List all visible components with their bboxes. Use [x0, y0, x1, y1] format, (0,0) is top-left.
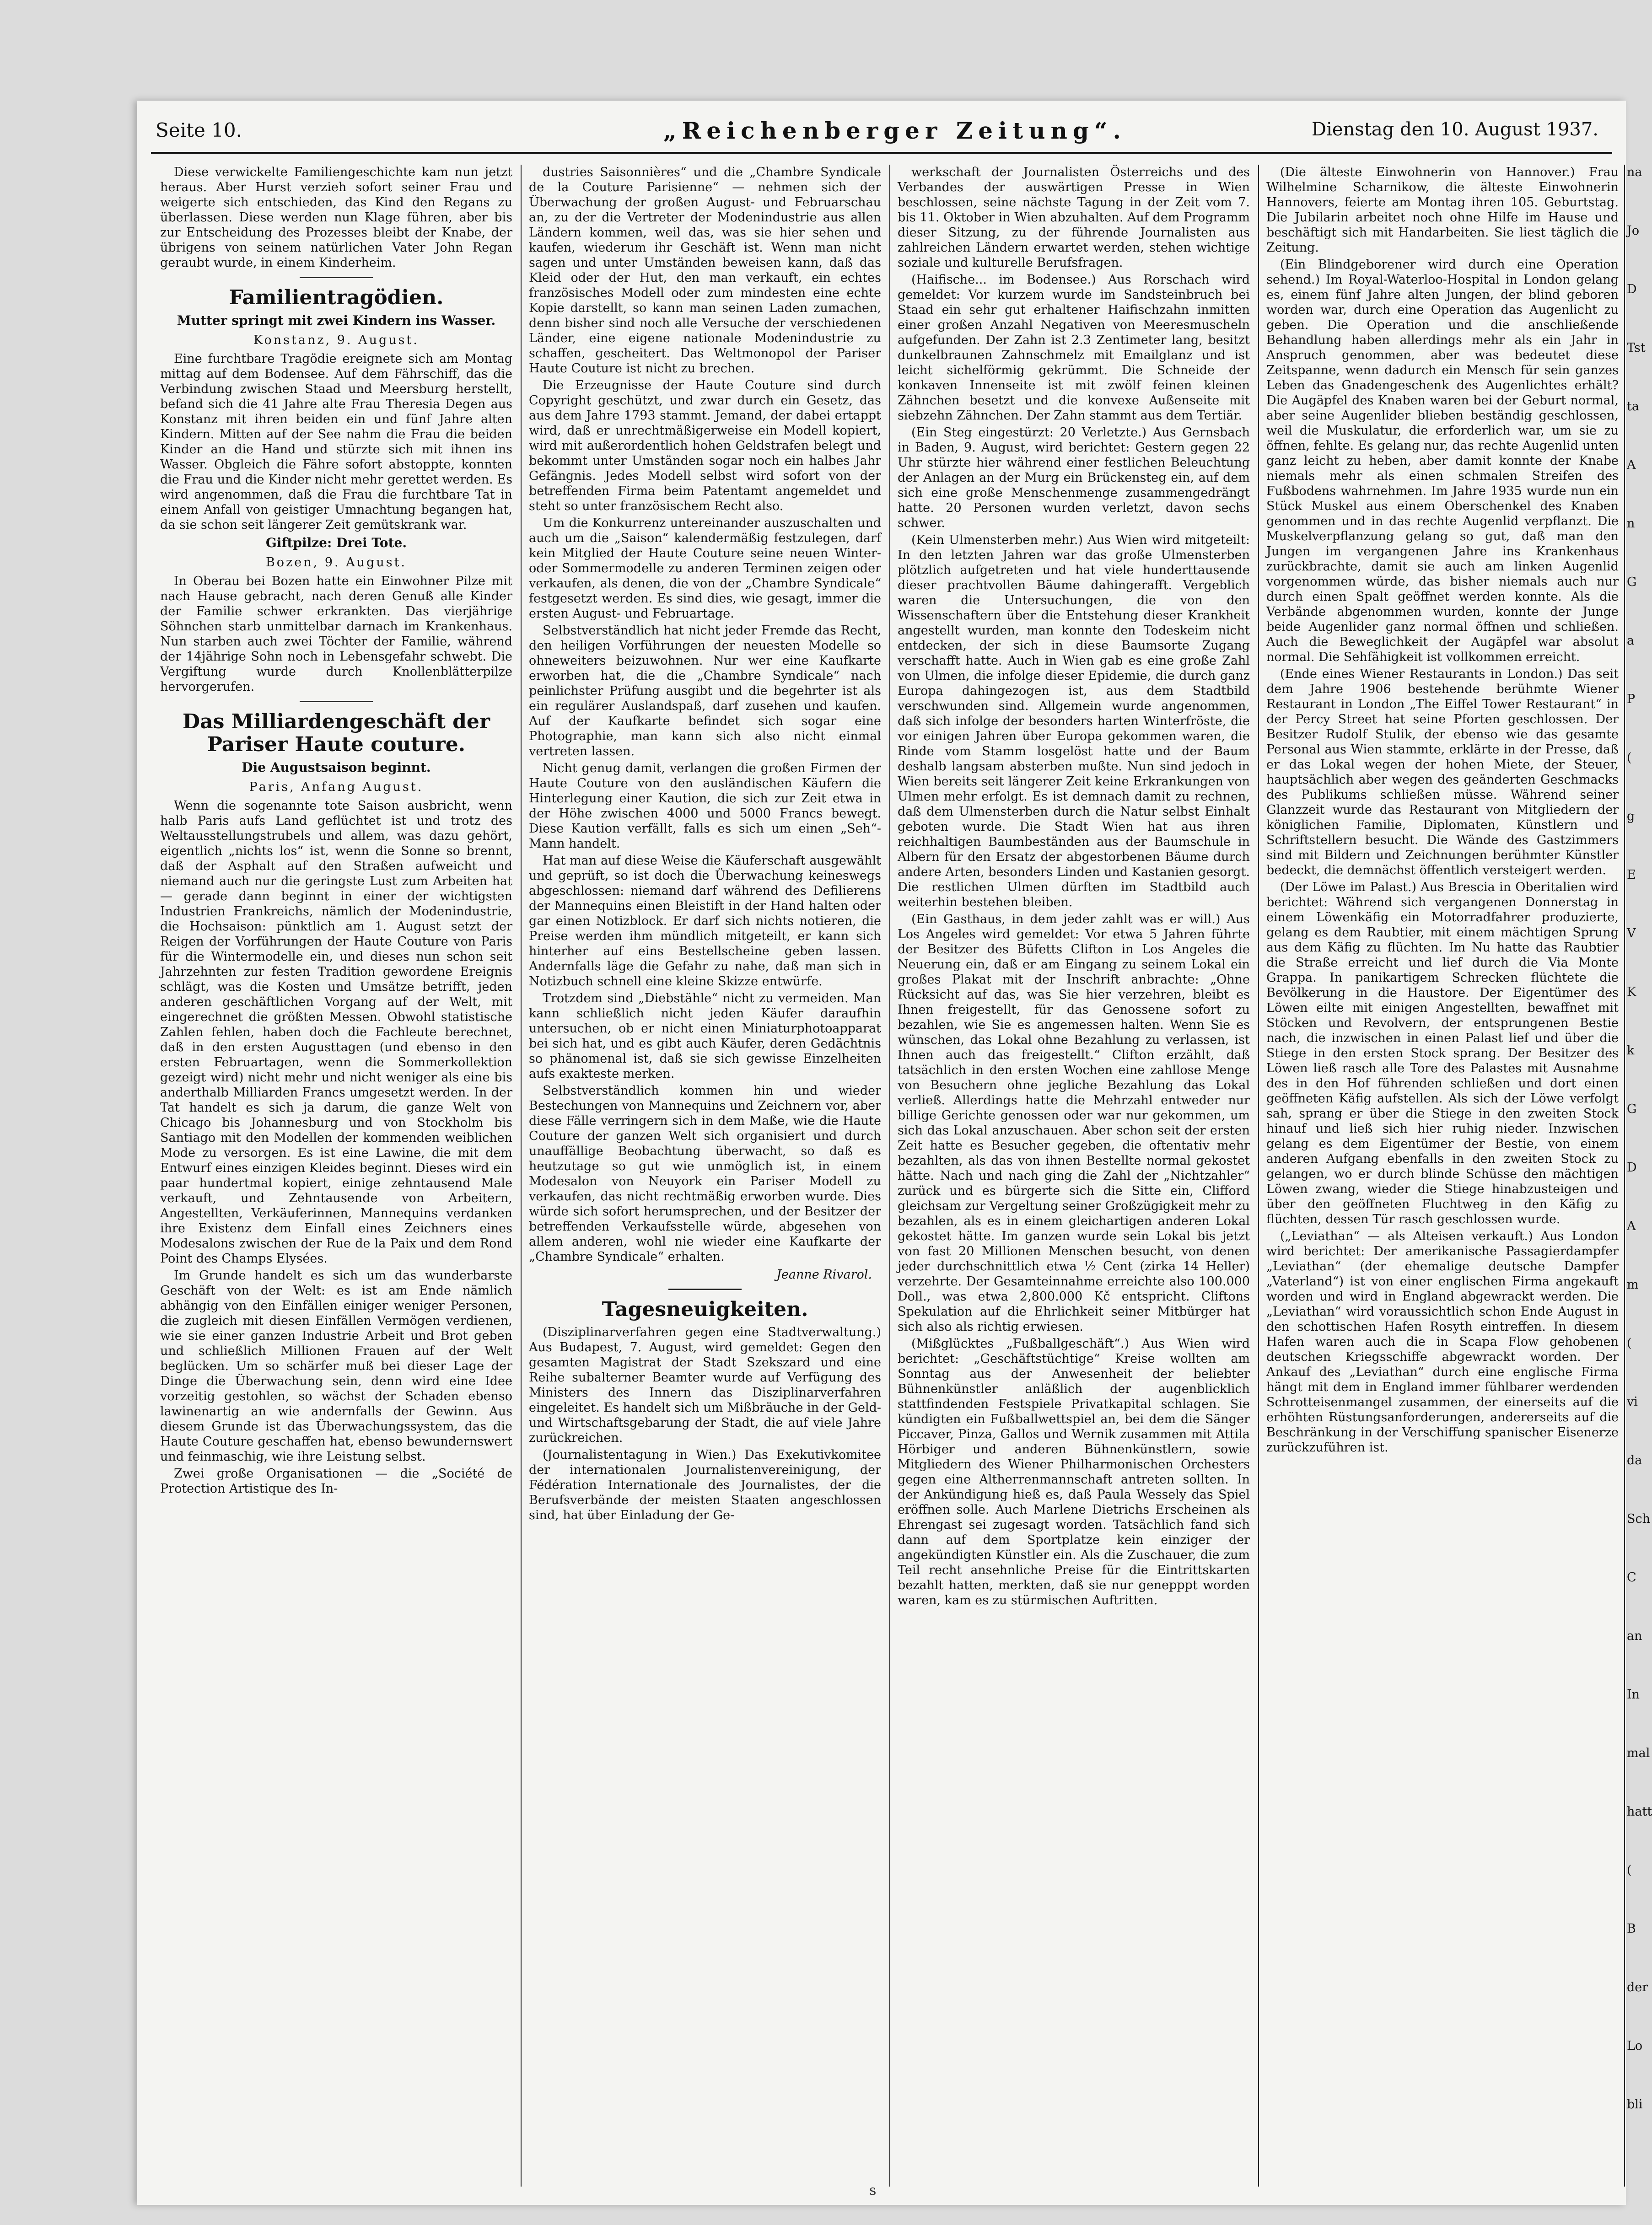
edge-fragment: ta — [1627, 399, 1639, 414]
article-paragraph: Zwei große Organisationen — die „Société de Protection Artistique des In- — [160, 1467, 512, 1496]
news-item: (Der Löwe im Palast.) Aus Brescia in Oberitalien wird berichtet: Während sich vergangenen Donnerstag in einem Löwenkäfig ein Motorradfahrer produzierte, gelang es dem Raubtier, mit einem mächtigen Sprung aus dem Käfig zu flüchten. Im Nu hatte das Raubtier die Straße erreicht und lief durch die Via Monte Grappa. In panikartigem Schrecken flüchtete die Bevölkerung in die Haustore. Der Eigentümer des Löwen eilte mit einigen Angestellten, bewaffnet mit Stöcken und Revolvern, der entsprungenen Bestie nach, die inzwischen in einen Palast lief und über die Stiege in den ersten Stock sprang. Der Besitzer des Löwen ließ rasch alle Tore des Palastes mit Ausnahme des in den Hof führenden schließen und dort einen geöffneten Käfig aufstellen. Als sich der Löwe verfolgt sah, sprang er über die Stiege in den zweiten Stock hinauf und ließ sich hier ruhig nieder. Inzwischen gelang es dem Eigentümer der Bestie, von einem anderen Aufgang ebenfalls in den zweiten Stock zu gelangen, wo er durch blinde Schüsse den mächtigen Löwen zwang, wieder die Stiege hinabzusteigen und über den geöffneten Fluchtweg in den Käfig zu flüchten, dessen Tür rasch geschlossen wurde. — [1266, 880, 1619, 1226]
edge-fragment: der — [1627, 1980, 1648, 1994]
column-rule — [1258, 165, 1259, 2187]
edge-fragment: ( — [1627, 1863, 1632, 1877]
edge-fragment: C — [1627, 1570, 1636, 1585]
edge-fragment: ( — [1627, 1336, 1632, 1350]
edge-fragment: Lo — [1627, 2039, 1643, 2053]
news-item: werkschaft der Journalisten Österreichs und des Verbandes der auswärtigen Presse in Wien beschlossen, seine nächste Tagung in der Zeit vom 7. bis 11. Oktober in Wien abzuhalten. Auf dem Programm dieser Sitzung, zu der führende Journalisten aus zahlreichen Ländern erwartet werden, stehen wichtige soziale und kulturelle Berufsfragen. — [898, 165, 1250, 270]
section-heading: Familientragödien. — [229, 286, 444, 309]
author-signature: Jeanne Rivarol. — [776, 1268, 872, 1282]
edge-fragment: Jo — [1627, 224, 1640, 238]
column-1 — [160, 165, 512, 2187]
dateline: Bozen, 9. August. — [265, 555, 407, 570]
news-item: (Die älteste Einwohnerin von Hannover.) Frau Wilhelmine Scharnikow, die älteste Einwohnerin Hannovers, feierte am Montag ihren 105. Geburtstag. Die Jubilarin arbeitet noch ohne Hilfe im Hause und beschäftigt sich mit Handarbeiten. Sie liest täglich die Zeitung. — [1266, 165, 1619, 255]
divider — [668, 1289, 742, 1290]
next-page-edge — [1627, 165, 1652, 2187]
newspaper-page — [137, 101, 1652, 2205]
section-heading: Tagesneuigkeiten. — [602, 1298, 808, 1321]
article-paragraph: Im Grunde handelt es sich um das wunderbarste Geschäft von der Welt: es ist am Ende nämlich abhängig von den Einfällen einiger weniger Personen, die zugleich mit diesen Einfällen Vermögen verdienen, wie sie einer ganzen Industrie Arbeit und Brot geben und schließlich Millionen Frauen auf der Welt beglücken. Um so schärfer muß bei dieser Lage der Dinge die Überwachung sein, denn wird eine Idee vorzeitig gestohlen, so wächst der Schaden ebenso lawinenartig an wie andernfalls der Gewinn. Aus diesem Grunde ist das Überwachungssystem, das die Haute Couture geschaffen hat, ebenso bewundernswert und feinmaschig, wie ihre Leistung selbst. — [160, 1268, 512, 1464]
article-subheading: Mutter springt mit zwei Kindern ins Wasser. — [177, 313, 496, 328]
article-paragraph: Diese verwickelte Familiengeschichte kam nun jetzt heraus. Aber Hurst verzieh sofort seiner Frau und weigerte sich entschieden, das Kind den Regans zu überlassen. Diese werden nun Klage führen, aber bis zur Entscheidung des Prozesses bleibt der Knabe, der übrigens von seinem natürlichen Vater John Regan geraubt wurde, in einem Kinderheim. — [160, 165, 512, 270]
article-paragraph: Wenn die sogenannte tote Saison ausbricht, wenn halb Paris aufs Land geflüchtet ist und trotz des Weltausstellungstrubels und allem, was dazu gehört, eigentlich „nichts los“ ist, wenn die Sonne so brennt, daß der Asphalt auf den Straßen aufweicht und niemand auch nur die geringste Lust zum Arbeiten hat — gerade dann beginnt in einer der wichtigsten Industrien Frankreichs, nämlich der Modenindustrie, die Hochsaison: pünktlich am 1. August setzt der Reigen der Vorführungen der Haute Couture von Paris für die Wintermodelle ein, und dieses nun schon seit Jahrzehnten zur festen Tradition gewordene Ereignis schlägt, was die Kosten und Umsätze betrifft, jeden anderen geschäftlichen Vorgang auf der Welt, mit eingerechnet die größten Messen. Obwohl statistische Zahlen fehlen, haben doch die Fachleute berechnet, daß in den ersten Augusttagen (und ebenso in den ersten Februartagen, wenn die Sommerkollektion gezeigt wird) nicht mehr und nicht weniger als eine bis anderthalb Milliarden Francs umgesetzt werden. In der Tat handelt es sich ja darum, die ganze Welt von Chicago bis Johannesburg und von Stockholm bis Santiago mit den Modellen der kommenden weiblichen Mode zu versorgen. Es ist eine Lawine, die mit dem Entwurf eines einzigen Kleides beginnt. Dieses wird ein paar hundertmal kopiert, einige zehntausend Male verkauft, und Zehntausende von Arbeitern, Angestellten, Verkäuferinnen, Mannequins verdanken ihre Existenz dem Einfall eines Zeichners eines Modesalons zwischen der Rue de la Paix und dem Rond Point des Champs Elysées. — [160, 799, 512, 1266]
edge-fragment: G — [1627, 1102, 1637, 1116]
column-2 — [529, 165, 881, 2187]
edge-fragment: hatt — [1627, 1805, 1652, 1819]
edge-fragment: V — [1627, 926, 1636, 941]
edge-fragment: B — [1627, 1922, 1636, 1936]
edge-fragment: D — [1627, 1161, 1637, 1175]
edge-fragment: D — [1627, 282, 1637, 296]
masthead-title: „Reichenberger Zeitung“. — [663, 117, 1126, 144]
column-rule — [1624, 165, 1625, 2187]
article-paragraph: Um die Konkurrenz untereinander auszuschalten und auch um die „Saison“ kalendermäßig festzulegen, darf kein Mitglied der Haute Couture seine neuen Winter- oder Sommermodelle zu anderen Terminen zeigen oder verkaufen, als denen, die von der „Chambre Syndicale“ festgesetzt werden. Es sind dies, wie gesagt, immer die ersten August- und Februartage. — [529, 516, 881, 621]
issue-date: Dienstag den 10. August 1937. — [1312, 119, 1598, 140]
header-rule — [151, 152, 1612, 154]
news-item: (Mißglücktes „Fußballgeschäft“.) Aus Wien wird berichtet: „Geschäftstüchtige“ Kreise wollten am Sonntag aus der Anwesenheit der beliebter Bühnenkünstler anläßlich der augenblicklich stattfindenden Festspiele Privatkapital schlagen. Sie kündigten ein Fußballwettspiel an, bei dem die Sänger Piccaver, Pinza, Gallos und Wernik zusammen mit Attila Hörbiger und anderen Bühnenkünstlern, sowie Mitgliedern des Wiener Philharmonischen Orchesters gegen eine Altherrenmannschaft antreten sollten. In der Ankündigung hieß es, daß Paula Wessely das Spiel eröffnen solle. Auch Marlene Dietrichs Erscheinen als Ehrengast sei zugesagt worden. Tatsächlich fand sich dann auf dem Sportplatze kein einziger der angekündigten Künstler ein. Als die Zuschauer, die zum Teil recht ansehnliche Preise für die Eintrittskarten bezahlt hatten, merkten, daß sie nur genepppt worden waren, kam es zu stürmischen Auftritten. — [898, 1337, 1250, 1607]
column-rule — [889, 165, 890, 2187]
page-header — [137, 110, 1626, 151]
article-paragraph: Nicht genug damit, verlangen die großen Firmen der Haute Couture von den ausländischen Käufern die Hinterlegung einer Kaution, die sich zur Zeit etwa in der Höhe zwischen 4000 und 5000 Francs bewegt. Diese Kaution verfällt, falls es sich um einen „Seh“-Mann handelt. — [529, 761, 881, 851]
edge-fragment: In — [1627, 1688, 1640, 1702]
edge-fragment: m — [1627, 1278, 1639, 1292]
news-item: (Disziplinarverfahren gegen eine Stadtverwaltung.) Aus Budapest, 7. August, wird gemeldet: Gegen den gesamten Magistrat der Stadt Szekszard und eine Reihe subalterner Beamter wurde auf Verfügung des Ministers des Innern das Disziplinarverfahren eingeleitet. Es handelt sich um Mißbräuche in der Geld- und Wirtschaftsgebarung der Stadt, die auf viele Jahre zurückreichen. — [529, 1325, 881, 1445]
edge-fragment: P — [1627, 692, 1636, 706]
edge-fragment: vi — [1627, 1395, 1638, 1409]
edge-fragment: an — [1627, 1629, 1642, 1643]
edge-fragment: g — [1627, 809, 1635, 823]
dateline: Konstanz, 9. August. — [253, 333, 419, 347]
article-paragraph: Selbstverständlich kommen hin und wieder Bestechungen von Mannequins und Zeichnern vor, aber diese Fälle verringern sich in dem Maße, wie die Haute Couture der ganzen Welt sich organisiert und durch unauffällige Beobachtung überwacht, so daß es heutzutage so gut wie unmöglich ist, in einem Modesalon von Neuyork ein Pariser Modell zu verkaufen, das nicht rechtmäßig erworben wurde. Dies würde sich sofort herumsprechen, und der Besitzer der betreffenden Verkaufsstelle würde, abgesehen von allem anderen, wohl nie wieder eine Kaufkarte der „Chambre Syndicale“ erhalten. — [529, 1084, 881, 1264]
edge-fragment: n — [1627, 516, 1635, 531]
edge-fragment: K — [1627, 985, 1636, 999]
edge-fragment: Tst — [1627, 341, 1646, 355]
article-paragraph: Die Erzeugnisse der Haute Couture sind durch Copyright geschützt, und zwar durch ein Gesetz, das aus dem Jahre 1793 stammt. Jemand, der dabei ertappt wird, daß er unrechtmäßigerweise ein Modell kopiert, wird mit außerordentlich hohen Geldstrafen belegt und bekommt unter Umständen sogar noch ein halbes Jahr Gefängnis. Jedes Modell selbst wird sofort von der betreffenden Firma beim Patentamt angemeldet und steht so unter französischem Recht also. — [529, 378, 881, 513]
news-item: (Ein Steg eingestürzt: 20 Verletzte.) Aus Gernsbach in Baden, 9. August, wird berichtet: Gestern gegen 22 Uhr stürzte hier während einer festlichen Beleuchtung der Anlagen an der Murg ein Brückensteg ein, auf dem sich eine große Menschenmenge zusammengedrängt hatte. 20 Personen wurden verletzt, davon sechs schwer. — [898, 425, 1250, 530]
divider — [300, 277, 373, 278]
column-3 — [898, 165, 1250, 2187]
news-item: (Journalistentagung in Wien.) Das Exekutivkomitee der internationalen Journalistenvereinigung, der Fédération Internationale des Journalistes, der die Berufsverbände der meisten Staaten angeschlossen sind, hat über Einladung der Ge- — [529, 1448, 881, 1522]
article-headline: Das Milliardengeschäft der Pariser Haute couture. — [182, 710, 490, 756]
edge-fragment: da — [1627, 1453, 1642, 1467]
page-number: Seite 10. — [156, 119, 242, 141]
article-subheading: Die Augustsaison beginnt. — [242, 760, 431, 775]
edge-fragments — [1627, 165, 1652, 2112]
edge-fragment: k — [1627, 1043, 1635, 1058]
edge-fragment: ( — [1627, 751, 1632, 765]
article-paragraph: In Oberau bei Bozen hatte ein Einwohner Pilze mit nach Hause gebracht, nach deren Genuß alle Kinder der Familie schwer erkrankten. Das vierjährige Söhnchen starb unmittelbar darnach im Krankenhaus. Nun starben auch zwei Töchter der Familie, während der 14jährige Sohn noch in Lebensgefahr schwebt. Die Vergiftung wurde durch Knollenblätterpilze hervorgerufen. — [160, 574, 512, 694]
footer-mark: s — [869, 2182, 877, 2198]
edge-fragment: A — [1627, 1219, 1636, 1233]
edge-fragment: Sch — [1627, 1512, 1651, 1526]
column-rule — [521, 165, 522, 2187]
news-item: („Leviathan“ — als Alteisen verkauft.) Aus London wird berichtet: Der amerikanische Passagierdampfer „Leviathan“ (der ehemalige deutsche Dampfer „Vaterland“) ist von einer englischen Firma angekauft worden und wird in England abgewrackt werden. Die „Leviathan“ wird voraussichtlich schon Ende August in den schottischen Hafen Rosyth eintreffen. In diesem Hafen waren auch die in Scapa Flow gehobenen deutschen Kriegsschiffe abgewrackt worden. Der Ankauf des „Leviathan“ durch eine englische Firma hängt mit dem in England immer fühlbarer werdenden Schrotteisenmangel zusammen, der einerseits auf die erhöhten Rüstungsanforderungen, andererseits auf die Beschränkung in der Verschiffung spanischer Eisenerze zurückzuführen ist. — [1266, 1229, 1619, 1455]
article-paragraph: Selbstverständlich hat nicht jeder Fremde das Recht, den heiligen Vorführungen der neuesten Modelle so ohneweiters beizuwohnen. Nur wer eine Kaufkarte erworben hat, die die „Chambre Syndicale“ nach peinlichster Prüfung ausgibt und die begehrter ist als ein regulärer Auslandspaß, darf zusehen und kaufen. Auf der Kaufkarte befindet sich sogar eine Photographie, man kann sich also nicht einmal vertreten lassen. — [529, 623, 881, 758]
article-paragraph: Trotzdem sind „Diebstähle“ nicht zu vermeiden. Man kann schließlich nicht jeden Käufer daraufhin untersuchen, ob er nicht einen Miniaturphotoapparat bei sich hat, und es gibt auch Käufer, deren Gedächtnis so phänomenal ist, daß sie sich gewisse Einzelheiten aufs exakteste merken. — [529, 991, 881, 1081]
news-item: (Haifische... im Bodensee.) Aus Rorschach wird gemeldet: Vor kurzem wurde im Sandsteinbruch bei Staad ein sehr gut erhaltener Haifischzahn inmitten einer großen Anzahl Negativen von Meeresmuscheln aufgefunden. Der Zahn ist 2.3 Zentimeter lang, besitzt dunkelbraunen Zahnschmelz mit Emailglanz und ist leicht sichelförmig gekrümmt. Die Schneide der konkaven Innenseite ist mit zwölf feinen kleinen Zähnchen besetzt und die konvexe Außenseite mit siebzehn Zähnchen. Der Zahn stammt aus dem Tertiär. — [898, 273, 1250, 423]
edge-fragment: G — [1627, 575, 1637, 589]
edge-fragment: E — [1627, 868, 1636, 882]
edge-fragment: a — [1627, 634, 1635, 648]
article-paragraph: dustries Saisonnières“ und die „Chambre Syndicale de la Couture Parisienne“ — nehmen sich der Überwachung der großen August- und Februarschau an, zu der die Vertreter der Modenindustrie aus allen Ländern kommen, weil das, was sie hier sehen und kaufen, wiederum ihr Geschäft ist. Wenn man nicht sagen und unter Umständen beweisen kann, daß das Kleid oder der Hut, den man verkauft, ein echtes französisches Modell oder zum mindesten eine echte Kopie darstellt, so kann man seinen Laden zumachen, denn bisher sind noch alle Versuche der verschiedenen Länder, eine eigene nationale Modenindustrie zu schaffen, gescheitert. Das Weltmonopol der Pariser Haute Couture ist nicht zu brechen. — [529, 165, 881, 376]
dateline: Paris, Anfang August. — [249, 780, 424, 794]
news-item: (Kein Ulmensterben mehr.) Aus Wien wird mitgeteilt: In den letzten Jahren war das große Ulmensterben plötzlich aufgetreten und hat viele hunderttausende dieser prachtvollen Bäume dahingerafft. Vergeblich waren die Untersuchungen, die von den Wissenschaftern über die Entstehung dieser Krankheit angestellt wurden, man konnte den Todeskeim nicht entdecken, der sich in diese Baumsorte Zugang verschafft hatte. Auch in Wien gab es eine große Zahl von Ulmen, die infolge dieser Epidemie, die durch ganz Europa dahingezogen ist, aus dem Stadtbild verschwunden sind. Allgemein wurde angenommen, daß sich infolge der besonders harten Winterfröste, die vor einigen Jahren über Europa gekommen waren, die Rinde vom Stamm losgelöst hatte und der Baum deshalb langsam absterben mußte. Nun sind jedoch in Wien bereits seit längerer Zeit keine Erkrankungen von Ulmen mehr erfolgt. Es ist demnach damit zu rechnen, daß dem Ulmensterben durch die Natur selbst Einhalt geboten wurde. Die Stadt Wien hat aus ihren reichhaltigen Baumbeständen aus der Baumschule in Albern für den Ersatz der abgestorbenen Bäume durch andere Arten, besonders Linden und Kastanien gesorgt. Die restlichen Ulmen dürften im Stadtbild auch weiterhin bestehen bleiben. — [898, 533, 1250, 909]
columns — [151, 165, 1652, 2187]
article-paragraph: Eine furchtbare Tragödie ereignete sich am Montag mittag auf dem Bodensee. Auf dem Fährschiff, das die Verbindung zwischen Staad und Meersburg herstellt, befand sich die 41 Jahre alte Frau Theresia Degen aus Konstanz mit ihren beiden ein und fünf Jahre alten Kindern. Mitten auf der See nahm die Frau die beiden Kinder an die Hand und stürzte sich mit ihnen ins Wasser. Obgleich die Fähre sofort abstoppte, konnten die Frau und die Kinder nicht mehr gerettet werden. Es wird angenommen, daß die Frau die furchtbare Tat in einem Anfall von geistiger Umnachtung begangen hat, da sie schon seit längerer Zeit gemütskrank war. — [160, 352, 512, 532]
edge-fragment: na — [1627, 165, 1642, 179]
edge-fragment: A — [1627, 458, 1636, 472]
edge-fragment: bli — [1627, 2097, 1643, 2112]
divider — [300, 701, 373, 702]
column-4 — [1266, 165, 1619, 2187]
edge-fragment: mal — [1627, 1746, 1650, 1760]
news-item: (Ein Gasthaus, in dem jeder zahlt was er will.) Aus Los Angeles wird gemeldet: Vor etwa 5 Jahren führte der Besitzer des Büfetts Clifton in Los Angeles die Neuerung ein, daß er am Eingang zu seinem Lokal ein großes Plakat mit der Inschrift anbrachte: „Ohne Rücksicht auf das, was Sie hier verzehren, bleibt es Ihnen freigestellt, für das Genossene sofort zu bezahlen, wie Sie es angemessen halten. Wenn Sie es wünschen, das Lokal ohne Bezahlung zu verlassen, ist Ihnen auch das freigestellt.“ Clifton erzählt, daß tatsächlich in den ersten Wochen eine zahllose Menge von Besuchern ohne jegliche Bezahlung das Lokal verließ. Allerdings hatte die Mehrzahl entweder nur billige Gerichte genossen oder war nur gekommen, um sich das Lokal anzuschauen. Aber schon seit der ersten Zeit hatte es Besucher gegeben, die oftentativ mehr bezahlten, als das von ihnen Bestellte normal gekostet hätte. Nach und nach ging die Zahl der „Nichtzahler“ zurück und es bürgerte sich die Sitte ein, Clifford gleichsam zur Vergeltung seiner Großzügigkeit mehr zu bezahlen, als es in einem gleichartigen anderen Lokal gekostet hätte. Im ganzen wurde sein Lokal bis jetzt von fast 20 Millionen Menschen besucht, von denen jeder durchschnittlich etwa ½ Cent (zirka 14 Heller) verzehrte. Der Gesamteinnahme erreichte also 100.000 Doll., was etwa 2,800.000 Kč entspricht. Cliftons Spekulation auf die Ehrlichkeit seiner Mitbürger hat sich also als richtig erwiesen. — [898, 912, 1250, 1334]
news-item: (Ende eines Wiener Restaurants in London.) Das seit dem Jahre 1906 bestehende berühmte Wiener Restaurant in London „The Eiffel Tower Restaurant“ in der Percy Street hat seine Pforten geschlossen. Der Besitzer Rudolf Stulik, der ebenso wie das gesamte Personal aus Wien stammte, erklärte in der Presse, daß er das Lokal wegen der hohen Miete, der Steuer, hauptsächlich aber wegen des geänderten Geschmacks des Publikums schließen müsse. Während seiner Glanzzeit wurde das Restaurant von Mitgliedern der königlichen Familie, Diplomaten, Künstlern und Schriftstellern besucht. Die Wände des Gastzimmers sind mit Bildern und Zeichnungen berühmter Künstler bedeckt, die demnächst öffentlich versteigert werden. — [1266, 667, 1619, 877]
article-paragraph: Hat man auf diese Weise die Käuferschaft ausgewählt und geprüft, so ist doch die Überwachung keineswegs abgeschlossen: niemand darf während des Defilierens der Mannequins einen Bleistift in der Hand halten oder gar einen Notizblock. Er darf sich nichts notieren, die Preise werden ihm mündlich mitgeteilt, er kann sich hinterher auf eins Bestellscheine geben lassen. Andernfalls läge die Gefahr zu nahe, daß man sich in Notizbuch schnell eine kleine Skizze entwürfe. — [529, 854, 881, 989]
article-subheading: Giftpilze: Drei Tote. — [265, 535, 407, 550]
news-item: (Ein Blindgeborener wird durch eine Operation sehend.) Im Royal-Waterloo-Hospital in London gelang es, einem fünf Jahre alten Jungen, der blind geboren worden war, durch eine Operation das Augenlicht zu geben. Die Operation und die anschließende Behandlung haben allerdings mehr als ein Jahr in Anspruch genommen, aber was bedeutet diese Zeitspanne, wenn dadurch ein Mensch für sein ganzes Leben das Gnadengeschenk des Augenlichtes erhält? Die Augäpfel des Knaben waren bei der Geburt normal, aber seine Augenlider blieben beständig geschlossen, weil die Muskulatur, die erforderlich war, um sie zu öffnen, fehlte. Es gelang nur, das rechte Augenlid unten ganz leicht zu heben, aber damit konnte der Knabe niemals mehr als einen schmalen Streifen des Fußbodens wahrnehmen. Im Jahre 1935 wurde nun ein Stück Muskel aus einem Oberschenkel des Knaben genommen und in das rechte Augenlid verpflanzt. Die Muskelverpflanzung gelang so gut, daß man den Jungen im vergangenen Jahre ins Krankenhaus zurückbrachte, damit sie auch am linken Augenlid vorgenommen würde, das bisher niemals auch nur durch einen Spalt geöffnet werden konnte. Als die Verbände abgenommen wurden, konnte der Junge beide Augenlider ganz normal öffnen und schließen. Auch die Beweglichkeit der Augäpfel war absolut normal. Die Sehfähigkeit ist vollkommen erreicht. — [1266, 258, 1619, 664]
